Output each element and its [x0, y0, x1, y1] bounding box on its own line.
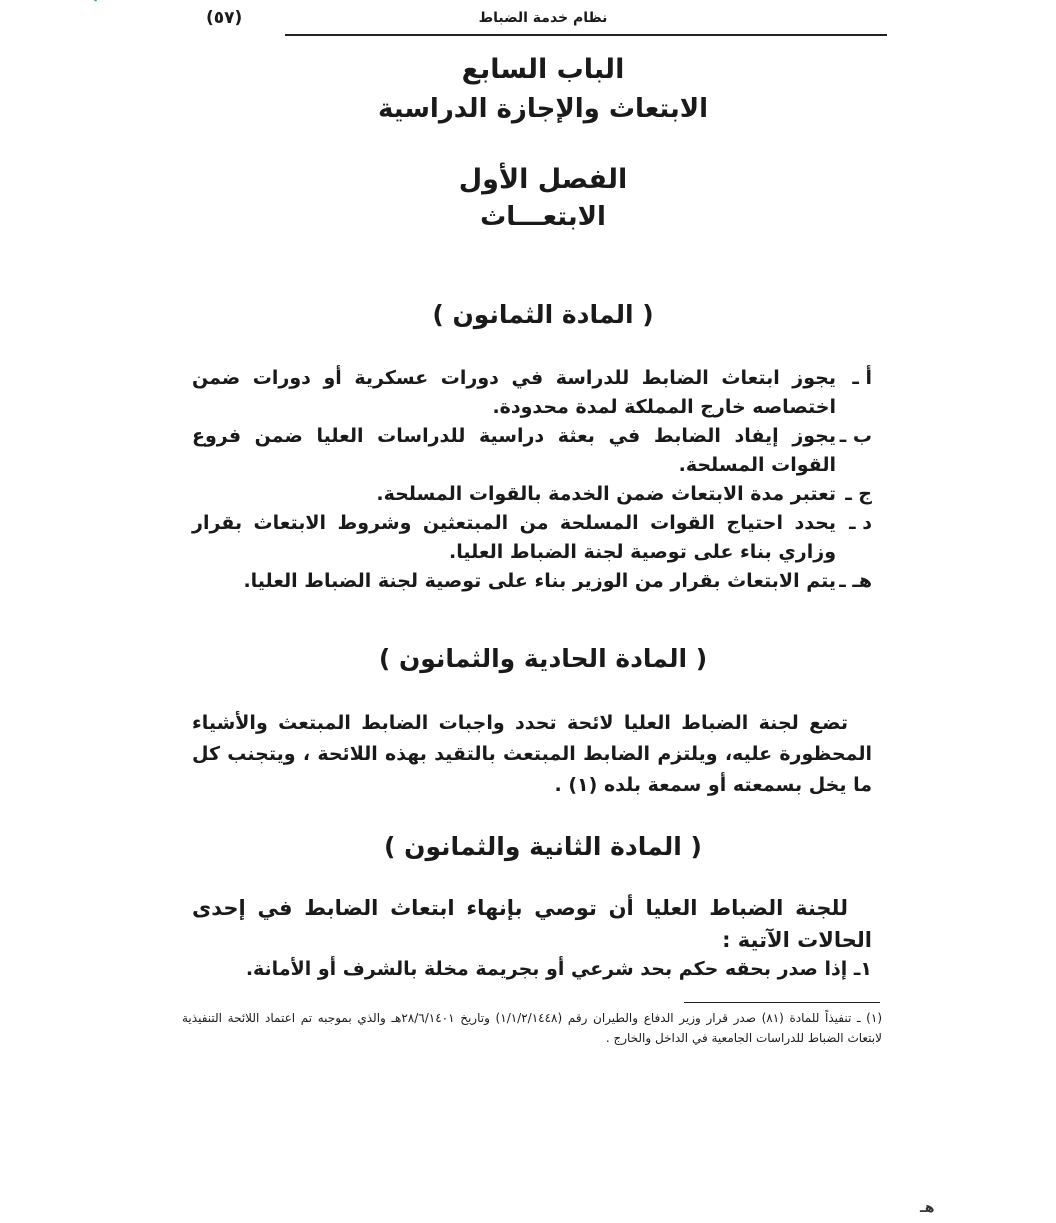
- chapter-heading: الباب السابع: [461, 54, 625, 85]
- clause-item: [192, 509, 872, 567]
- clause-letter: ج ـ: [845, 483, 872, 505]
- article-82-title: ( المادة الثانية والثمانون ): [384, 832, 702, 861]
- clause-letter: هـ ـ: [839, 570, 872, 592]
- header-title: نظام خدمة الضباط: [478, 10, 608, 26]
- article-80-title: ( المادة الثمانون ): [432, 300, 654, 329]
- clause-text: يجوز إيفاد الضابط في بعثة دراسية للدراسات العليا ضمن فروع القوات المسلحة.: [192, 425, 836, 476]
- article-81-text: تضع لجنة الضباط العليا لائحة تحدد واجبات الضابط المبتعث والأشياء المحظورة عليه، ويلتزم الضابط المبتعث بالتقيد بهذه اللائحة ، ويتجنب كل ما يخل بسمعته أو سمعة بلده (١) .: [192, 712, 872, 796]
- clause-item: [192, 567, 872, 596]
- clause-item: [192, 364, 872, 422]
- clause-text: يجوز ابتعاث الضابط للدراسة في دورات عسكرية أو دورات ضمن اختصاصه خارج المملكة لمدة محدودة.: [192, 367, 836, 418]
- footnote: (١) ـ تنفيذاً للمادة (٨١) صدر قرار وزير الدفاع والطيران رقم (١/١/٢/١٤٤٨) وتاريخ ٢٨/٦/١٤٠١هـ والذي بموجبه تم اعتماد اللائحة التنفيذية لابتعاث الضباط للدراسات الجامعية في الداخل والخارج .: [182, 1011, 882, 1045]
- page-number: (٥٧): [206, 8, 243, 28]
- clause-letter: ب ـ: [839, 425, 872, 447]
- section-heading: الفصل الأول: [458, 164, 628, 195]
- clause-letter: أ ـ: [852, 367, 872, 389]
- clause-text: يحدد احتياج القوات المسلحة من المبتعثين وشروط الابتعاث بقرار وزاري بناء على توصية لجنة الضباط العليا.: [192, 512, 836, 563]
- corner-pen-mark: [94, 0, 116, 10]
- page-header: [200, 6, 886, 36]
- header-rule: [285, 34, 887, 36]
- article-82-text: للجنة الضباط العليا أن توصي بإنهاء ابتعاث الضابط في إحدى الحالات الآتية :: [192, 896, 872, 952]
- case-item: ١ـ إذا صدر بحقه حكم بحد شرعي أو بجريمة مخلة بالشرف أو الأمانة.: [245, 958, 872, 980]
- article-81-title: ( المادة الحادية والثمانون ): [378, 644, 708, 673]
- footnote-rule: [684, 1002, 880, 1003]
- clause-item: [192, 422, 872, 480]
- section-subtitle: الابتعـــاث: [480, 202, 606, 232]
- clause-item: [192, 480, 872, 509]
- clause-letter: د ـ: [849, 512, 872, 534]
- bottom-mark: هـ: [920, 1200, 935, 1216]
- article-82-cases: [192, 954, 872, 984]
- article-80-clauses: [192, 364, 872, 596]
- clause-text: تعتبر مدة الابتعاث ضمن الخدمة بالقوات المسلحة.: [376, 483, 836, 505]
- clause-text: يتم الابتعاث بقرار من الوزير بناء على توصية لجنة الضباط العليا.: [243, 570, 836, 592]
- chapter-subtitle: الابتعاث والإجازة الدراسية: [377, 94, 709, 124]
